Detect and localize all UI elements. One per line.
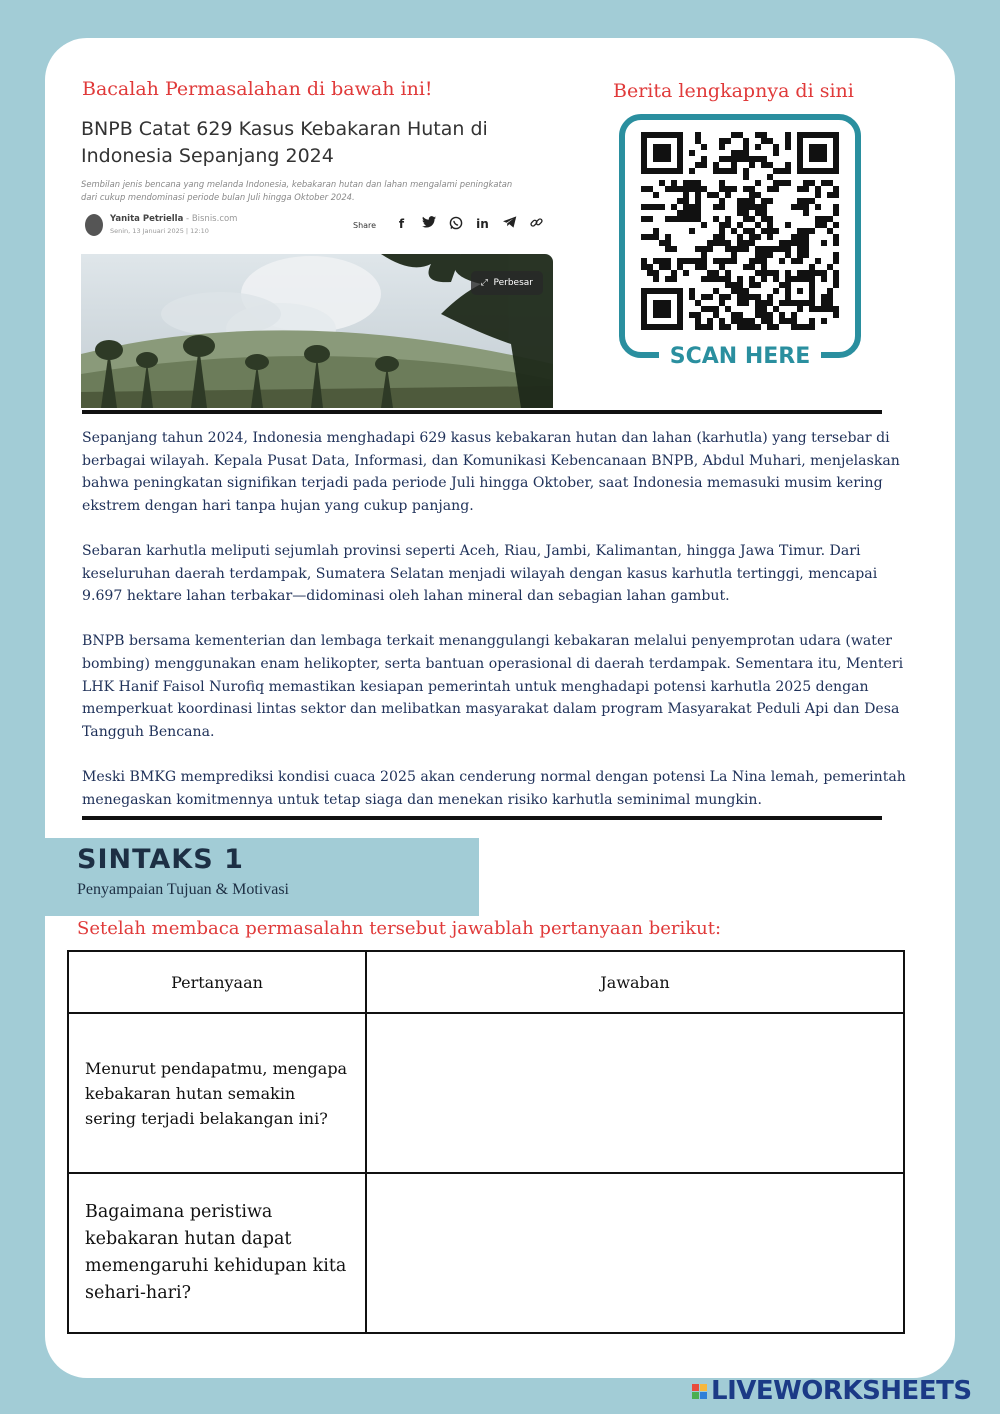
news-article-screenshot [81, 116, 553, 408]
sintaks-subtitle: Penyampaian Tujuan & Motivasi [77, 881, 289, 898]
liveworksheets-logo-icon [692, 1384, 707, 1399]
telegram-icon[interactable] [501, 216, 518, 233]
scan-here-label: SCAN HERE [659, 340, 821, 374]
article-headline-line: Indonesia Sepanjang 2024 [81, 145, 334, 167]
qr-code-frame[interactable] [619, 114, 861, 369]
article-headline [81, 116, 553, 170]
body-paragraph: BNPB bersama kementerian dan lembaga terkait menanggulangi kebakaran melalui penyemprotan udara (water bombing) menggunakan enam helikopter, serta bantuan operasional di daerah terdampak. Sementara itu, Menteri LHK Hanif Faisol Nurofiq memastikan kesiapan pemerintah untuk menghadapi potensi karhutla 2025 dengan memperkuat koordinasi lintas sektor dan melibatkan masyarakat dalam program Masyarakat Peduli Api dan Desa Tangguh Bencana. [82, 633, 904, 740]
qr-code-icon[interactable] [641, 132, 839, 330]
question-instruction: Setelah membaca permasalahn tersebut jawablah pertanyaan berikut: [77, 918, 722, 939]
enlarge-label: Perbesar [493, 278, 533, 288]
qr-heading: Berita lengkapnya di sini [613, 80, 854, 102]
article-byline [81, 212, 553, 242]
enlarge-button[interactable] [471, 271, 543, 295]
body-paragraph: Sebaran karhutla meliputi sejumlah provinsi seperti Aceh, Riau, Jambi, Kalimantan, hingga Jawa Timur. Dari keseluruhan daerah terdampak, Sumatera Selatan menjadi wilayah dengan kasus karhutla tertinggi, mencapai 9.697 hektare lahan terbakar—didominasi oleh lahan mineral dan sebagian lahan gambut. [82, 542, 878, 605]
article-date: Senin, 13 Januari 2025 | 12:10 [110, 227, 209, 235]
body-paragraph: Sepanjang tahun 2024, Indonesia menghadapi 629 kasus kebakaran hutan dan lahan (karhutla) yang tersebar di berbagai wilayah. Kepala Pusat Data, Informasi, dan Komunikasi Kebencanaan BNPB, Abdul Muhari, menjelaskan bahwa peningkatan signifikan terjadi pada periode Juli hingga Oktober, saat Indonesia memasuki musim kering ekstrem dengan hari tanpa hujan yang cukup panjang. [82, 430, 900, 514]
share-label: Share [353, 221, 377, 230]
question-cell: Menurut pendapatmu, mengapa kebakaran hutan semakin sering terjadi belakangan ini? [68, 1013, 366, 1173]
read-instruction-heading: Bacalah Permasalahan di bawah ini! [82, 78, 433, 100]
author-label: Yanita Petriella [110, 214, 184, 224]
article-body [82, 427, 914, 834]
question-cell: Bagaimana peristiwa kebakaran hutan dapat memengaruhi kehidupan kita sehari-hari? [68, 1173, 366, 1333]
link-icon[interactable] [528, 216, 545, 233]
liveworksheets-brand[interactable] [692, 1376, 972, 1406]
column-header-question: Pertanyaan [68, 951, 366, 1013]
forest-fire-photo [81, 254, 553, 408]
answer-input[interactable] [366, 1173, 904, 1333]
linkedin-icon[interactable]: in [476, 217, 489, 231]
body-paragraph: Meski BMKG memprediksi kondisi cuaca 2025 akan cenderung normal dengan potensi La Nina lemah, pemerintah menegaskan komitmennya untuk tetap siaga dan menekan risiko karhutla seminimal mungkin. [82, 768, 906, 808]
expand-icon: ⤢ [480, 278, 488, 288]
logo-square [692, 1392, 699, 1399]
question-answer-table [67, 950, 905, 1334]
sintaks-title: SINTAKS 1 [77, 844, 244, 875]
author-source: Bisnis.com [191, 214, 238, 224]
column-header-answer: Jawaban [366, 951, 904, 1013]
facebook-icon[interactable]: f [398, 217, 405, 231]
article-headline-line: BNPB Catat 629 Kasus Kebakaran Hutan di [81, 118, 488, 140]
logo-square [700, 1392, 707, 1399]
brand-name: LIVEWORKSHEETS [711, 1376, 972, 1406]
table-header-row [68, 951, 904, 1013]
whatsapp-icon[interactable] [447, 216, 464, 233]
share-icons [393, 216, 545, 233]
divider-top [82, 410, 882, 414]
author-avatar [85, 214, 103, 236]
twitter-icon[interactable] [420, 216, 437, 233]
answer-input[interactable] [366, 1013, 904, 1173]
logo-square [700, 1384, 707, 1391]
worksheet-card [45, 38, 955, 1378]
article-subheadline: Sembilan jenis bencana yang melanda Indonesia, kebakaran hutan dan lahan mengalami peningkatan dari cukup mendominasi periode bulan Juli hingga Oktober 2024. [81, 179, 513, 202]
table-row [68, 1173, 904, 1333]
divider-bottom [82, 816, 882, 820]
author-name: Yanita Petriella - Bisnis.com [110, 214, 238, 224]
table-row [68, 1013, 904, 1173]
logo-square [692, 1384, 699, 1391]
sintaks-banner [45, 838, 479, 916]
